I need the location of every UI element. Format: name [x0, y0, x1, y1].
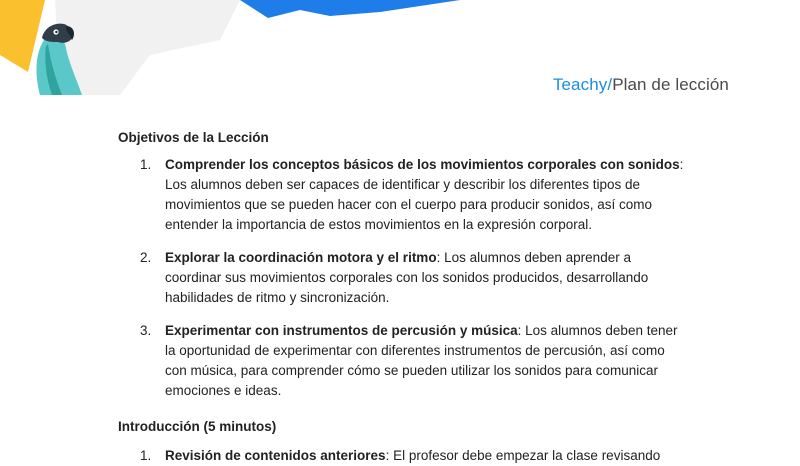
separator: : — [385, 448, 394, 463]
document-type: Plan de lección — [612, 75, 729, 94]
objective-item — [118, 248, 688, 308]
introduction-title: Introducción (5 minutos) — [118, 419, 277, 434]
brand-name: Teachy/ — [552, 75, 613, 94]
brand-breadcrumb — [553, 75, 729, 95]
objective-item — [118, 155, 688, 235]
introduction-item — [118, 446, 688, 466]
list-number: 1. — [140, 448, 152, 463]
objective-item — [118, 321, 688, 401]
separator: : — [517, 323, 526, 338]
objective-body: Los alumnos deben tener la oportunidad de experimentar con diferentes instrumentos de percusión, así como con música, para comprender cómo se pueden utilizar los sonidos para comunicar emociones e ideas. — [165, 323, 678, 398]
objective-body: Los alumnos deben ser capaces de identificar y describir los diferentes tipos de movimientos que se pueden hacer con el cuerpo para producir sonidos, así como entender la importancia de estos movimientos en la expresión corporal. — [165, 177, 653, 232]
list-number: 2. — [140, 250, 152, 265]
separator: : — [436, 250, 445, 265]
objective-body: Los alumnos deben aprender a coordinar sus movimientos corporales con los sonidos producidos, desarrollando habilidades de ritmo y sincronización. — [165, 250, 649, 305]
objective-heading: Comprender los conceptos básicos de los movimientos corporales con sonidos — [165, 157, 680, 172]
objective-heading: Explorar la coordinación motora y el ritmo — [165, 250, 437, 265]
objectives-list — [118, 155, 688, 401]
grey-banner-shape — [55, 0, 240, 95]
blue-banner-shape — [240, 0, 460, 18]
objectives-title: Objetivos de la Lección — [118, 130, 269, 145]
objective-heading: Experimentar con instrumentos de percusión y música — [165, 323, 518, 338]
introduction-body: El profesor debe empezar la clase revisando — [393, 448, 661, 463]
separator: : — [679, 157, 684, 172]
introduction-heading: Revisión de contenidos anteriores — [165, 448, 386, 463]
list-number: 3. — [140, 323, 152, 338]
lesson-document — [118, 129, 688, 466]
list-number: 1. — [140, 157, 152, 172]
